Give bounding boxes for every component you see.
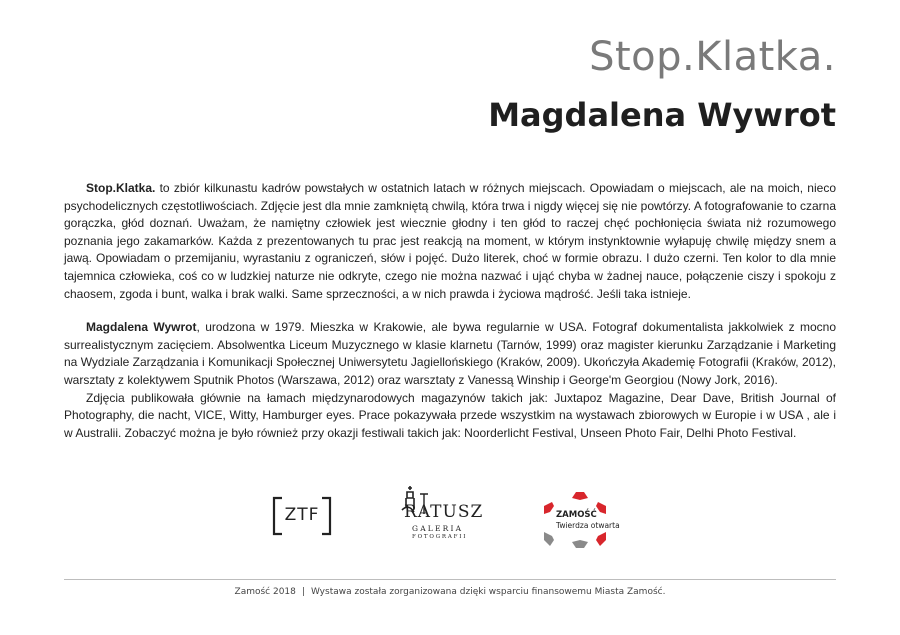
page-title: Stop.Klatka. (589, 34, 836, 80)
intro-paragraph (64, 180, 836, 303)
ratusz-logo (396, 486, 482, 546)
bio-text: , urodzona w 1979. Mieszka w Krakowie, ale bywa regularnie w USA. Fotograf dokumentalista jakkolwiek z mocno surrealistycznym zacięciem. Absolwentka Liceum Muzycznego w klasie klarnetu (Tarnów, 1999) oraz magister kierunku Zarządzanie i Marketing na Wydziale Zarządzania i Komunikacji Społecznej Uniwersytetu Jagiellońskiego (Kraków, 2009). Ukończyła Akademię Fotografii (Kraków, 2012), warsztaty z kolektywem Sputnik Photos (Warszawa, 2012) oraz warsztaty z Vanessą Winship i George'm Georgiou (Nowy Jork, 2016). (64, 320, 836, 387)
footer-separator: | (301, 587, 305, 597)
ztf-text: ZTF (284, 505, 320, 525)
bio-paragraph (64, 319, 836, 389)
zamosc-logo (536, 490, 628, 552)
ratusz-sub1: GALERIA (412, 524, 464, 533)
footer-divider (64, 579, 836, 580)
sponsor-logos (0, 486, 900, 556)
publications-paragraph: Zdjęcia publikowała głównie na łamach międzynarodowych magazynów takich jak: Juxtapoz Magazine, Dear Dave, British Journal of Photography, die nacht, VICE, Witty, Hamburger eyes. Prace pokazywała przede wszystkim na wystawach zbiorowych w Europie i w USA , ale i w Australii. Zobaczyć można je było również przy okazji festiwali takich jak: Noorderlicht Festival, Unseen Photo Fair, Delhi Photo Festival. (64, 390, 836, 440)
footer-support: Wystawa została zorganizowana dzięki wsparciu finansowemu Miasta Zamość. (310, 587, 666, 597)
intro-lead: Stop.Klatka. (86, 181, 156, 195)
author-title: Magdalena Wywrot (488, 96, 836, 134)
body-text (64, 180, 836, 442)
ztf-logo (272, 496, 332, 536)
zamosc-tagline: Twierdza otwarta (556, 521, 620, 530)
ratusz-sub2: FOTOGRAFII (412, 534, 468, 540)
footer (0, 587, 900, 597)
ratusz-name: RATUSZ (404, 502, 484, 522)
intro-text: to zbiór kilkunastu kadrów powstałych w ostatnich latach w różnych miejscach. Opowiadam o miejscach, ale na moich, nieco psychodelicznych częstotliwościach. Zdjęcie jest dla mnie zamkniętą chwilą, która trwa i nigdy więcej się nie powtórzy. A fotografowanie to czarna gorączka, głód doznań. Uważam, że namiętny człowiek jest wiecznie głodny i ten głód to raczej chęć pochłonięcia świata niż rozumowego poznania jego zakamarków. Każda z prezentowanych tu prac jest reakcją na moment, w którym instynktownie wyłapuję chwilę między snem a jawą. Opowiadam o przemijaniu, wyrastaniu z ograniczeń, słów i pojęć. Dużo literek, choć w formie obrazu. I dużo czerni. Ten kolor to dla mnie tajemnica człowieka, coś co w ludzkiej naturze nie odkryte, czego nie można nazwać i ująć chyba w żadnej nauce, połączenie ciszy i spokoju z chaosem, zgoda i bunt, walka i brak walki. Same sprzeczności, a w nich prawda i życiowa mądrość. Jeśli taka istnieje. (64, 181, 836, 301)
bio-lead: Magdalena Wywrot (86, 320, 197, 335)
zamosc-name: ZAMOŚĆ (556, 510, 597, 520)
footer-place-year: Zamość 2018 (234, 587, 296, 597)
